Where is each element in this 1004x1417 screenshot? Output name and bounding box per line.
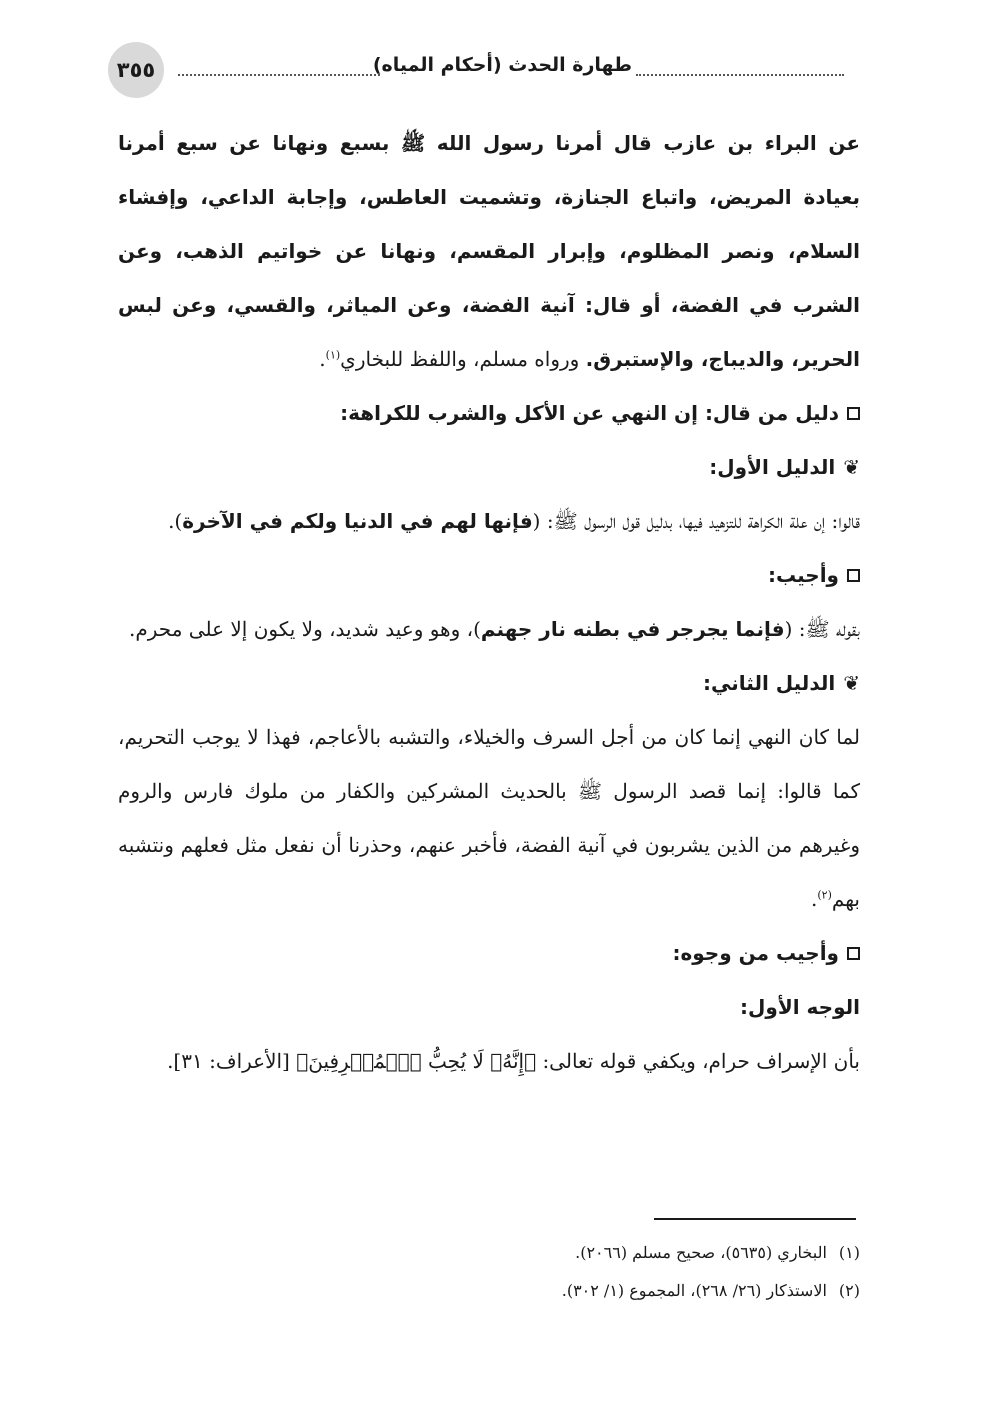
- checkbox-icon: [847, 569, 860, 582]
- section-heading-karaha: [118, 386, 860, 440]
- hadith-text: عن البراء بن عازب قال أمرنا رسول الله ﷺ بسبع ونهانا عن سبع أمرنا بعيادة المريض، واتباع الجنازة، وتشميت العاطس، وإجابة الداعي، وإفشاء السلام، ونصر المظلوم، وإبرار المقسم، ونهانا عن خواتيم الذهب، وعن الشرب في الفضة، أو قال: آنية الفضة، وعن المياثر، والقسي، وعن لبس الحرير، والديباج، والإستبرق.: [118, 131, 860, 371]
- evidence-heading-1: [118, 440, 860, 494]
- checkbox-icon: [847, 407, 860, 420]
- evidence-1-end: ).: [168, 509, 183, 533]
- answer-1-paragraph: [118, 602, 860, 656]
- aspect-1-paragraph: بأن الإسراف حرام، ويكفي قوله تعالى: ﴿إِنَّهُۥ لَا يُحِبُّ ٱلۡمُسۡرِفِينَ﴾ [الأعراف: ٣١].: [167, 1049, 860, 1073]
- leaf-icon: ❦: [843, 455, 860, 479]
- footnote-1-number: (١): [838, 1243, 860, 1262]
- evidence-1-text: قالوا: إن علة الكراهة للتزهيد فيها، بدليل قول الرسول ﷺ: (: [532, 509, 860, 533]
- header-dotted-rule-left: [178, 74, 380, 76]
- answer-heading-2: [118, 926, 860, 980]
- hadith-attribution: ورواه مسلم، واللفظ للبخاري: [340, 347, 586, 371]
- footnote-2-number: (٢): [838, 1281, 860, 1300]
- answer-heading-2-text: وأجيب من وجوه:: [672, 941, 839, 965]
- footnote-2-text: الاستذكار (٢٦/ ٢٦٨)، المجموع (١/ ٣٠٢).: [561, 1281, 827, 1300]
- answer-heading-1-text: وأجيب:: [767, 563, 839, 587]
- evidence-heading-1-text: الدليل الأول:: [709, 455, 836, 479]
- evidence-2-paragraph: [118, 710, 860, 926]
- hadith-end: .: [319, 347, 326, 371]
- aspect-heading-1-text: الوجه الأول:: [740, 995, 860, 1019]
- running-header-title: طهارة الحدث (أحكام المياه): [372, 54, 632, 76]
- evidence-2-end: .: [811, 887, 818, 911]
- footnote-1-text: البخاري (٥٦٣٥)، صحيح مسلم (٢٠٦٦).: [575, 1243, 827, 1262]
- evidence-heading-2: [118, 656, 860, 710]
- footnote-separator: [654, 1218, 856, 1220]
- answer-1-end: )، وهو وعيد شديد، ولا يكون إلا على محرم.: [129, 617, 481, 641]
- evidence-1-quote: فإنها لهم في الدنيا ولكم في الآخرة: [182, 509, 533, 533]
- page-number: ٣٥٥: [108, 42, 164, 98]
- aspect-heading-1: [118, 980, 860, 1034]
- footnote-1: [118, 1234, 860, 1272]
- footnote-ref-2[interactable]: (٢): [817, 888, 832, 902]
- answer-heading-1: [118, 548, 860, 602]
- header-dotted-rule-right: [636, 74, 844, 76]
- answer-1-quote: فإنما يجرجر في بطنه نار جهنم: [480, 617, 785, 641]
- footnotes: [118, 1234, 860, 1310]
- evidence-2-text: لما كان النهي إنما كان من أجل السرف والخيلاء، والتشبه بالأعاجم، فهذا لا يوجب التحريم، كما قالوا: إنما قصد الرسول ﷺ بالحديث المشركين والكفار من ملوك فارس والروم وغيرهم من الذين يشربون في آنية الفضة، فأخبر عنهم، وحذرنا أن نفعل مثل فعلهم ونتشبه بهم: [118, 725, 860, 911]
- leaf-icon: ❦: [843, 671, 860, 695]
- page-body: [118, 116, 860, 1088]
- hadith-paragraph: [118, 116, 860, 386]
- footnote-2: [118, 1272, 860, 1310]
- evidence-heading-2-text: الدليل الثاني:: [703, 671, 836, 695]
- section-heading-text: دليل من قال: إن النهي عن الأكل والشرب للكراهة:: [340, 401, 839, 425]
- evidence-1-paragraph: [118, 494, 860, 548]
- answer-1-text: بقوله ﷺ: (: [784, 617, 860, 641]
- footnote-ref-1[interactable]: (١): [325, 348, 341, 362]
- checkbox-icon: [847, 947, 860, 960]
